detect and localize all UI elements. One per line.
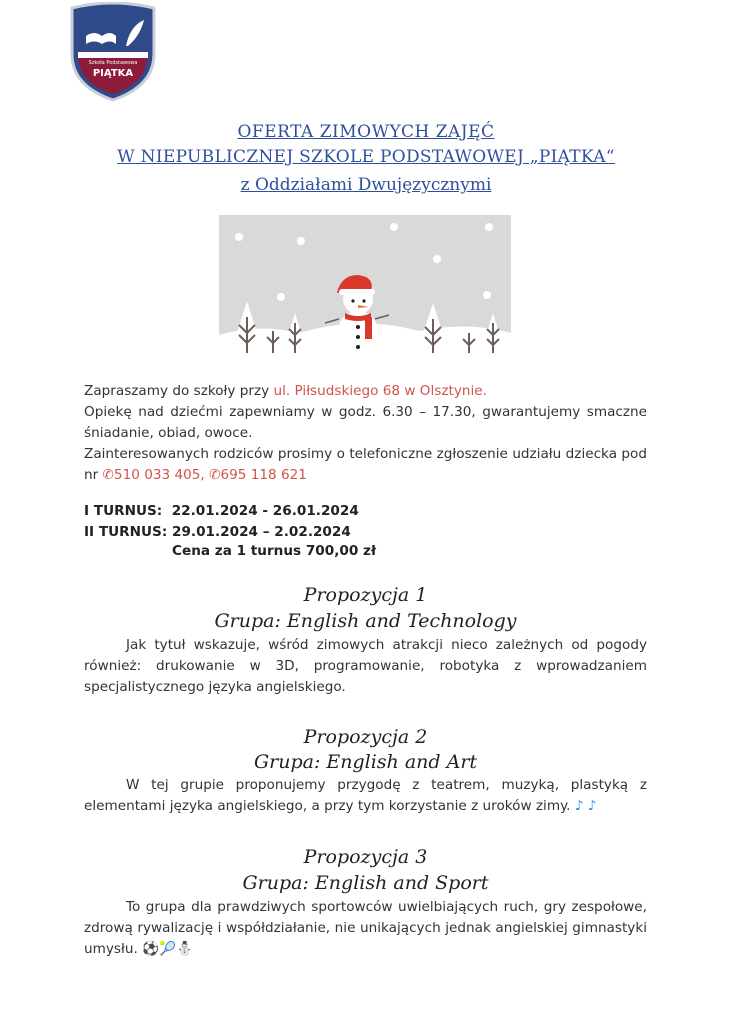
header-line-1: OFERTA ZIMOWYCH ZAJĘĆ bbox=[237, 122, 495, 142]
proposal-2-text: W tej grupie proponujemy przygodę z teatrem, muzyką, plastyką z elementami języka angielskiego, a przy tym korzystanie z uroków zimy. bbox=[84, 777, 647, 814]
turnus-2-dates: 29.01.2024 – 2.02.2024 bbox=[172, 524, 351, 540]
proposal-1-group: Grupa: English and Technology bbox=[214, 610, 517, 632]
phone-number-1[interactable]: 510 033 405, bbox=[113, 467, 205, 483]
school-logo bbox=[68, 2, 158, 102]
header-line-2: W NIEPUBLICZNEJ SZKOLE PODSTAWOWEJ „PIĄTKA“ bbox=[117, 147, 615, 167]
music-note-icon: ♪ ♪ bbox=[570, 798, 597, 814]
winter-snowman-illustration bbox=[219, 215, 511, 358]
header-line-3: z Oddziałami Dwujęzycznymi bbox=[240, 175, 492, 195]
proposal-1-text: Jak tytuł wskazuje, wśród zimowych atrakcji nieco zależnych od pogody również: drukowanie w 3D, programowanie, robotyka z wprowadzaniem specjalistycznego języka angielskiego. bbox=[84, 637, 647, 695]
proposal-3-title: Propozycja 3 bbox=[303, 846, 428, 868]
phone-icon: ✆ bbox=[209, 467, 221, 483]
intro-address bbox=[84, 381, 647, 402]
intro-contact-text: Zainteresowanych rodziców prosimy o telefoniczne zgłoszenie udziału dziecka pod nr bbox=[84, 446, 647, 483]
turnus-2 bbox=[84, 524, 351, 540]
logo-title: PIĄTKA bbox=[92, 68, 134, 79]
proposal-3-text-block bbox=[84, 897, 647, 960]
turnus-2-label: II TURNUS: bbox=[84, 524, 168, 540]
price: Cena za 1 turnus 700,00 zł bbox=[172, 543, 376, 559]
proposal-2-text-block bbox=[84, 775, 647, 817]
turnus-1-label: I TURNUS: bbox=[84, 503, 163, 519]
proposal-3-group: Grupa: English and Sport bbox=[242, 872, 489, 894]
phone-number-2[interactable]: 695 118 621 bbox=[220, 467, 307, 483]
proposal-1-title: Propozycja 1 bbox=[303, 584, 428, 606]
intro-care-hours: Opiekę nad dziećmi zapewniamy w godz. 6.30 – 17.30, gwarantujemy smaczne śniadanie, obiad, owoce. bbox=[84, 404, 647, 441]
turnus-1-dates: 22.01.2024 - 26.01.2024 bbox=[171, 503, 359, 519]
school-address: ul. Piłsudskiego 68 w Olsztynie. bbox=[273, 383, 487, 399]
intro-contact bbox=[84, 444, 647, 486]
turnus-1 bbox=[84, 503, 359, 519]
intro-address-text: Zapraszamy do szkoły przy bbox=[84, 383, 274, 399]
logo-subtitle: Szkoła Podstawowa bbox=[88, 60, 138, 66]
sport-emoji-icon: ⚽🎾⛄ bbox=[137, 941, 193, 957]
proposal-2-title: Propozycja 2 bbox=[303, 726, 428, 748]
proposal-2-group: Grupa: English and Art bbox=[253, 751, 478, 773]
proposal-3-text: To grupa dla prawdziwych sportowców uwielbiających ruch, gry zespołowe, zdrową rywalizację i współdziałanie, nie unikających jednak angielskiej gimnastyki umysłu. bbox=[84, 899, 647, 957]
phone-icon: ✆ bbox=[102, 467, 114, 483]
